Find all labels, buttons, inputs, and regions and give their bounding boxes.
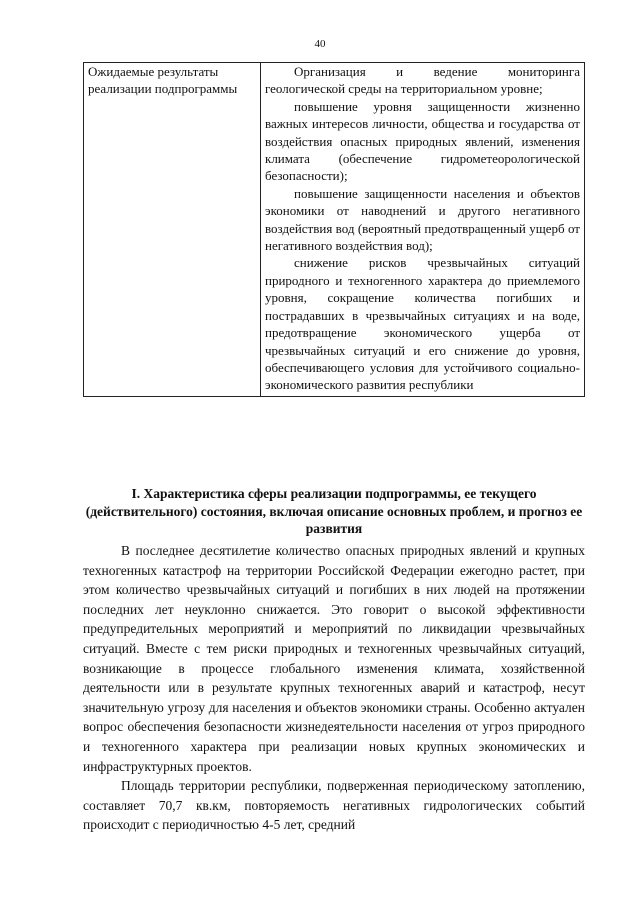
- result-item: Организация и ведение мониторинга геологической среды на территориальном уровне;: [265, 64, 580, 97]
- result-item: снижение рисков чрезвычайных ситуаций природного и техногенного характера до приемлемого уровня, сокращение количества погибших и пострадавших в чрезвычайных ситуациях и на воде, предотвращение экономического ущерба от чрезвычайных ситуаций и его снижение до уровня, обеспечивающего условия для устойчивого социально-экономического развития республики: [265, 255, 580, 393]
- section-body: [83, 541, 585, 835]
- page-number: 40: [314, 38, 326, 50]
- body-paragraph: В последнее десятилетие количество опасных природных явлений и крупных техногенных катастроф на территории Российской Федерации ежегодно растет, при этом количество чрезвычайных ситуаций и погибших в них людей на протяжении последних лет неуклонно снижается. Это говорит о высокой эффективности предупредительных мероприятий и мероприятий по ликвидации чрезвычайных ситуаций. Вместе с тем риски природных и техногенных чрезвычайных ситуаций, возникающие в процессе глобального изменения климата, хозяйственной деятельности или в результате крупных техногенных аварий и катастроф, несут значительную угрозу для населения и объектов экономики страны. Особенно актуален вопрос обеспечения безопасности жизнедеятельности населения от угроз природного и техногенного характера при реализации новых крупных экономических и инфраструктурных проектов.: [83, 543, 585, 774]
- result-item: повышение уровня защищенности жизненно важных интересов личности, общества и государства от воздействия опасных природных явлений, изменения климата (обеспечение гидрометеорологической безопасности);: [265, 98, 580, 184]
- table-row: [84, 63, 585, 397]
- expected-results-table: [83, 62, 585, 397]
- table-value-cell: [261, 63, 585, 397]
- table-label-cell: Ожидаемые результаты реализации подпрограммы: [84, 63, 261, 397]
- result-item: повышение защищенности населения и объектов экономики от наводнений и другого негативного воздействия вод (вероятный предотвращенный ущерб от негативного воздействия вод);: [265, 185, 580, 254]
- section-title: I. Характеристика сферы реализации подпрограммы, ее текущего (действительного) состояния, включая описание основных проблем, и прогноз ее развития: [85, 486, 583, 537]
- body-paragraph: Площадь территории республики, подверженная периодическому затоплению, составляет 70,7 кв.км, повторяемость негативных гидрологических событий происходит с периодичностью 4-5 лет, средний: [83, 778, 585, 833]
